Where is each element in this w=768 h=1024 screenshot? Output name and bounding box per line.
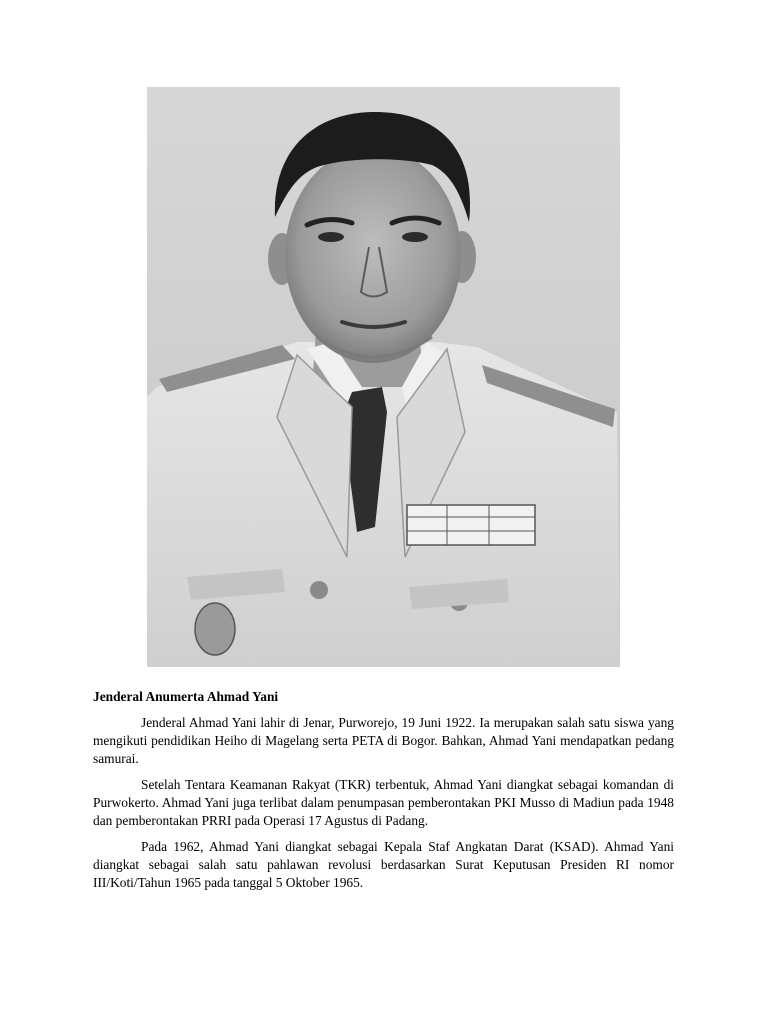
paragraph-2: Setelah Tentara Keamanan Rakyat (TKR) terbentuk, Ahmad Yani diangkat sebagai komandan di Purwokerto. Ahmad Yani juga terlibat dalam penumpasan pemberontakan PKI Musso di Madiun pada 1948 dan pemberontakan PRRI pada Operasi 17 Agustus di Padang. <box>93 777 674 828</box>
portrait-illustration <box>147 87 620 667</box>
ribbon-bar <box>407 505 535 545</box>
face <box>285 147 461 363</box>
paragraph-3: Pada 1962, Ahmad Yani diangkat sebagai Kepala Staf Angkatan Darat (KSAD). Ahmad Yani diangkat sebagai salah satu pahlawan revolusi berdasarkan Surat Keputusan Presiden RI nomor III/Koti/Tahun 1965 pada tanggal 5 Oktober 1965. <box>93 839 674 890</box>
article-heading: Jenderal Anumerta Ahmad Yani <box>93 689 279 704</box>
article-text <box>93 688 674 900</box>
jacket-button-1 <box>310 581 328 599</box>
portrait-photo <box>147 87 620 667</box>
unit-badge <box>195 603 235 655</box>
paragraph-1: Jenderal Ahmad Yani lahir di Jenar, Purworejo, 19 Juni 1922. Ia merupakan salah satu siswa yang mengikuti pendidikan Heiho di Magelang serta PETA di Bogor. Bahkan, Ahmad Yani mendapatkan pedang samurai. <box>93 715 674 766</box>
